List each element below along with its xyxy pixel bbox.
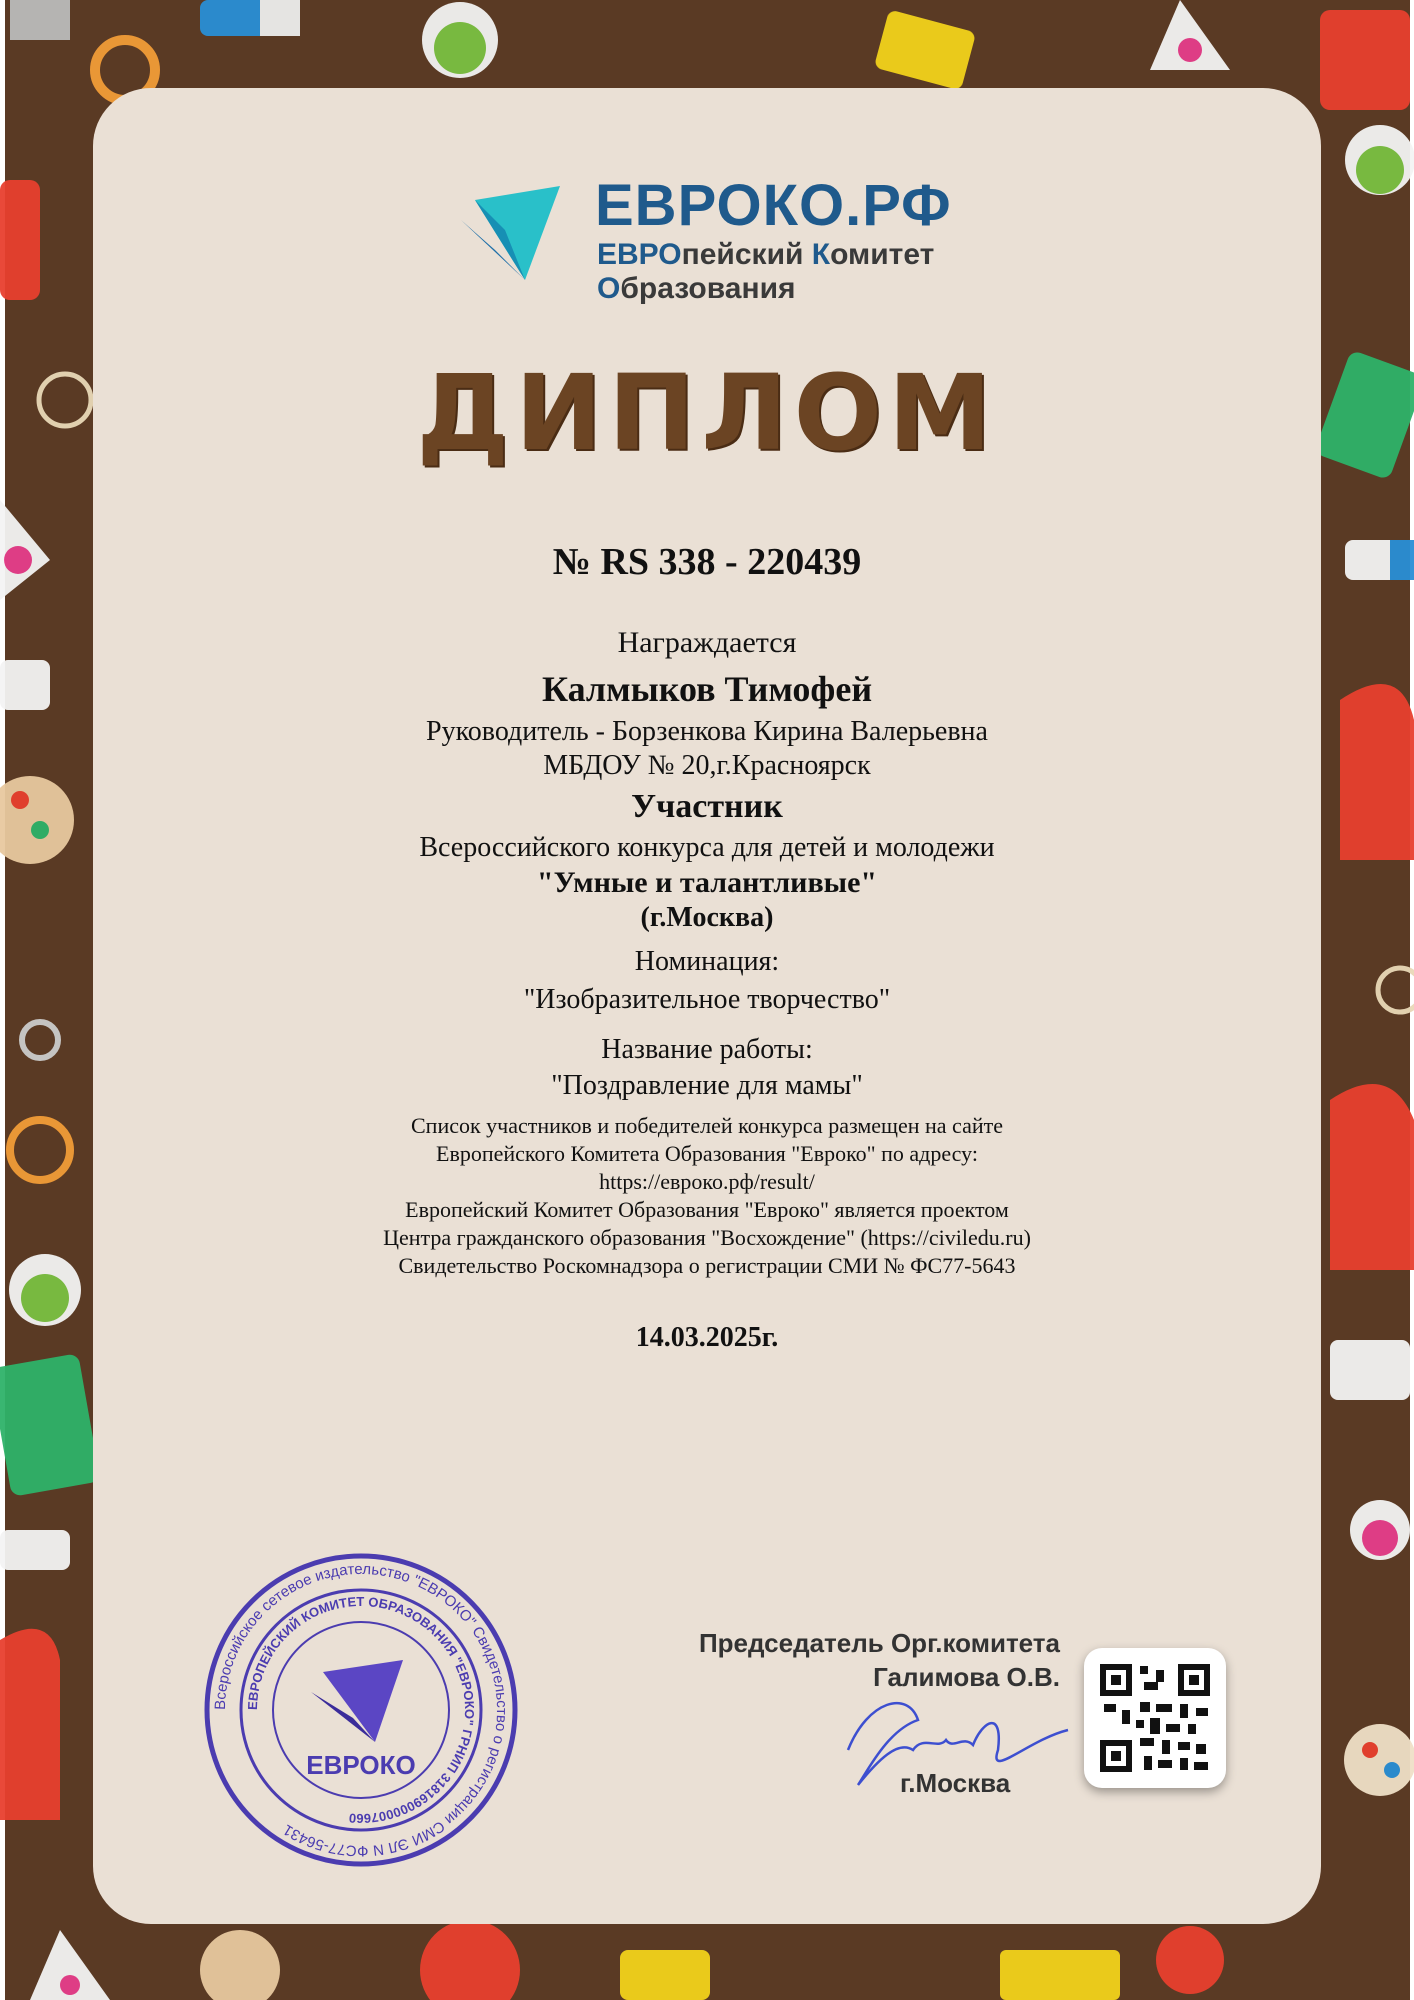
note-line: Европейский Комитет Образования "Евроко" является проектом [405,1197,1009,1222]
logo-subtitle-line2: Образования [597,272,796,305]
award-label: Награждается [617,626,797,659]
note-line: Список участников и победителей конкурса размещен на сайте [411,1113,1003,1138]
chairman-block [560,1626,1060,1694]
work-title: "Поздравление для мамы" [551,1070,863,1101]
status: Участник [631,788,783,825]
stamp-inner-text: ЕВРОПЕЙСКИЙ КОМИТЕТ ОБРАЗОВАНИЯ "ЕВРОКО" ГРНИП 318169000007660 [244,1593,478,1827]
stamp-outer-text: Всероссийское сетевое издательство "ЕВРОКО" Свидетельство о регистрации СМИ ЭЛ N ФС77-56431 [211,1560,511,1860]
leader: Руководитель - Борзенкова Кирина Валерьевна [426,716,988,747]
logo-subtitle-line1: ЕВРОпейский Комитет [597,238,935,271]
triangle-paper-plane-icon [455,180,575,290]
diploma-title: ДИПЛОМ [416,352,998,474]
notes [0,1112,1414,1280]
nomination-label: Номинация: [634,946,780,977]
diploma-number: № RS 338 - 220439 [552,541,862,583]
issue-date: 14.03.2025г. [635,1322,779,1353]
evroko-logo [455,172,975,305]
contest-name: "Умные и талантливые" [536,866,878,899]
note-line: Свидетельство Роскомнадзора о регистрации СМИ № ФС77-5643 [398,1253,1016,1278]
contest-city: (г.Москва) [640,902,774,933]
stamp-center-text: ЕВРОКО [306,1750,416,1780]
chairman-title: Председатель Орг.комитета [698,1628,1060,1658]
official-stamp [203,1552,519,1868]
logo-title: ЕВРОКО.РФ [595,173,952,238]
note-line: Центра гражданского образования "Восхождение" (https://civiledu.ru) [383,1225,1031,1250]
note-line: Европейского Комитета Образования "Евроко" по адресу: [436,1141,978,1166]
sign-city: г.Москва [900,1768,1011,1798]
recipient-name: Калмыков Тимофей [541,669,873,709]
contest-description: Всероссийского конкурса для детей и молодежи [419,832,995,863]
organization: МБДОУ № 20,г.Красноярск [543,750,871,781]
results-link[interactable]: https://евроко.рф/result/ [599,1169,815,1194]
work-label: Название работы: [601,1034,813,1065]
qr-pattern [1100,1664,1210,1772]
qr-code[interactable] [1084,1648,1226,1788]
chairman-name: Галимова О.В. [873,1662,1060,1692]
nomination: "Изобразительное творчество" [523,984,891,1015]
